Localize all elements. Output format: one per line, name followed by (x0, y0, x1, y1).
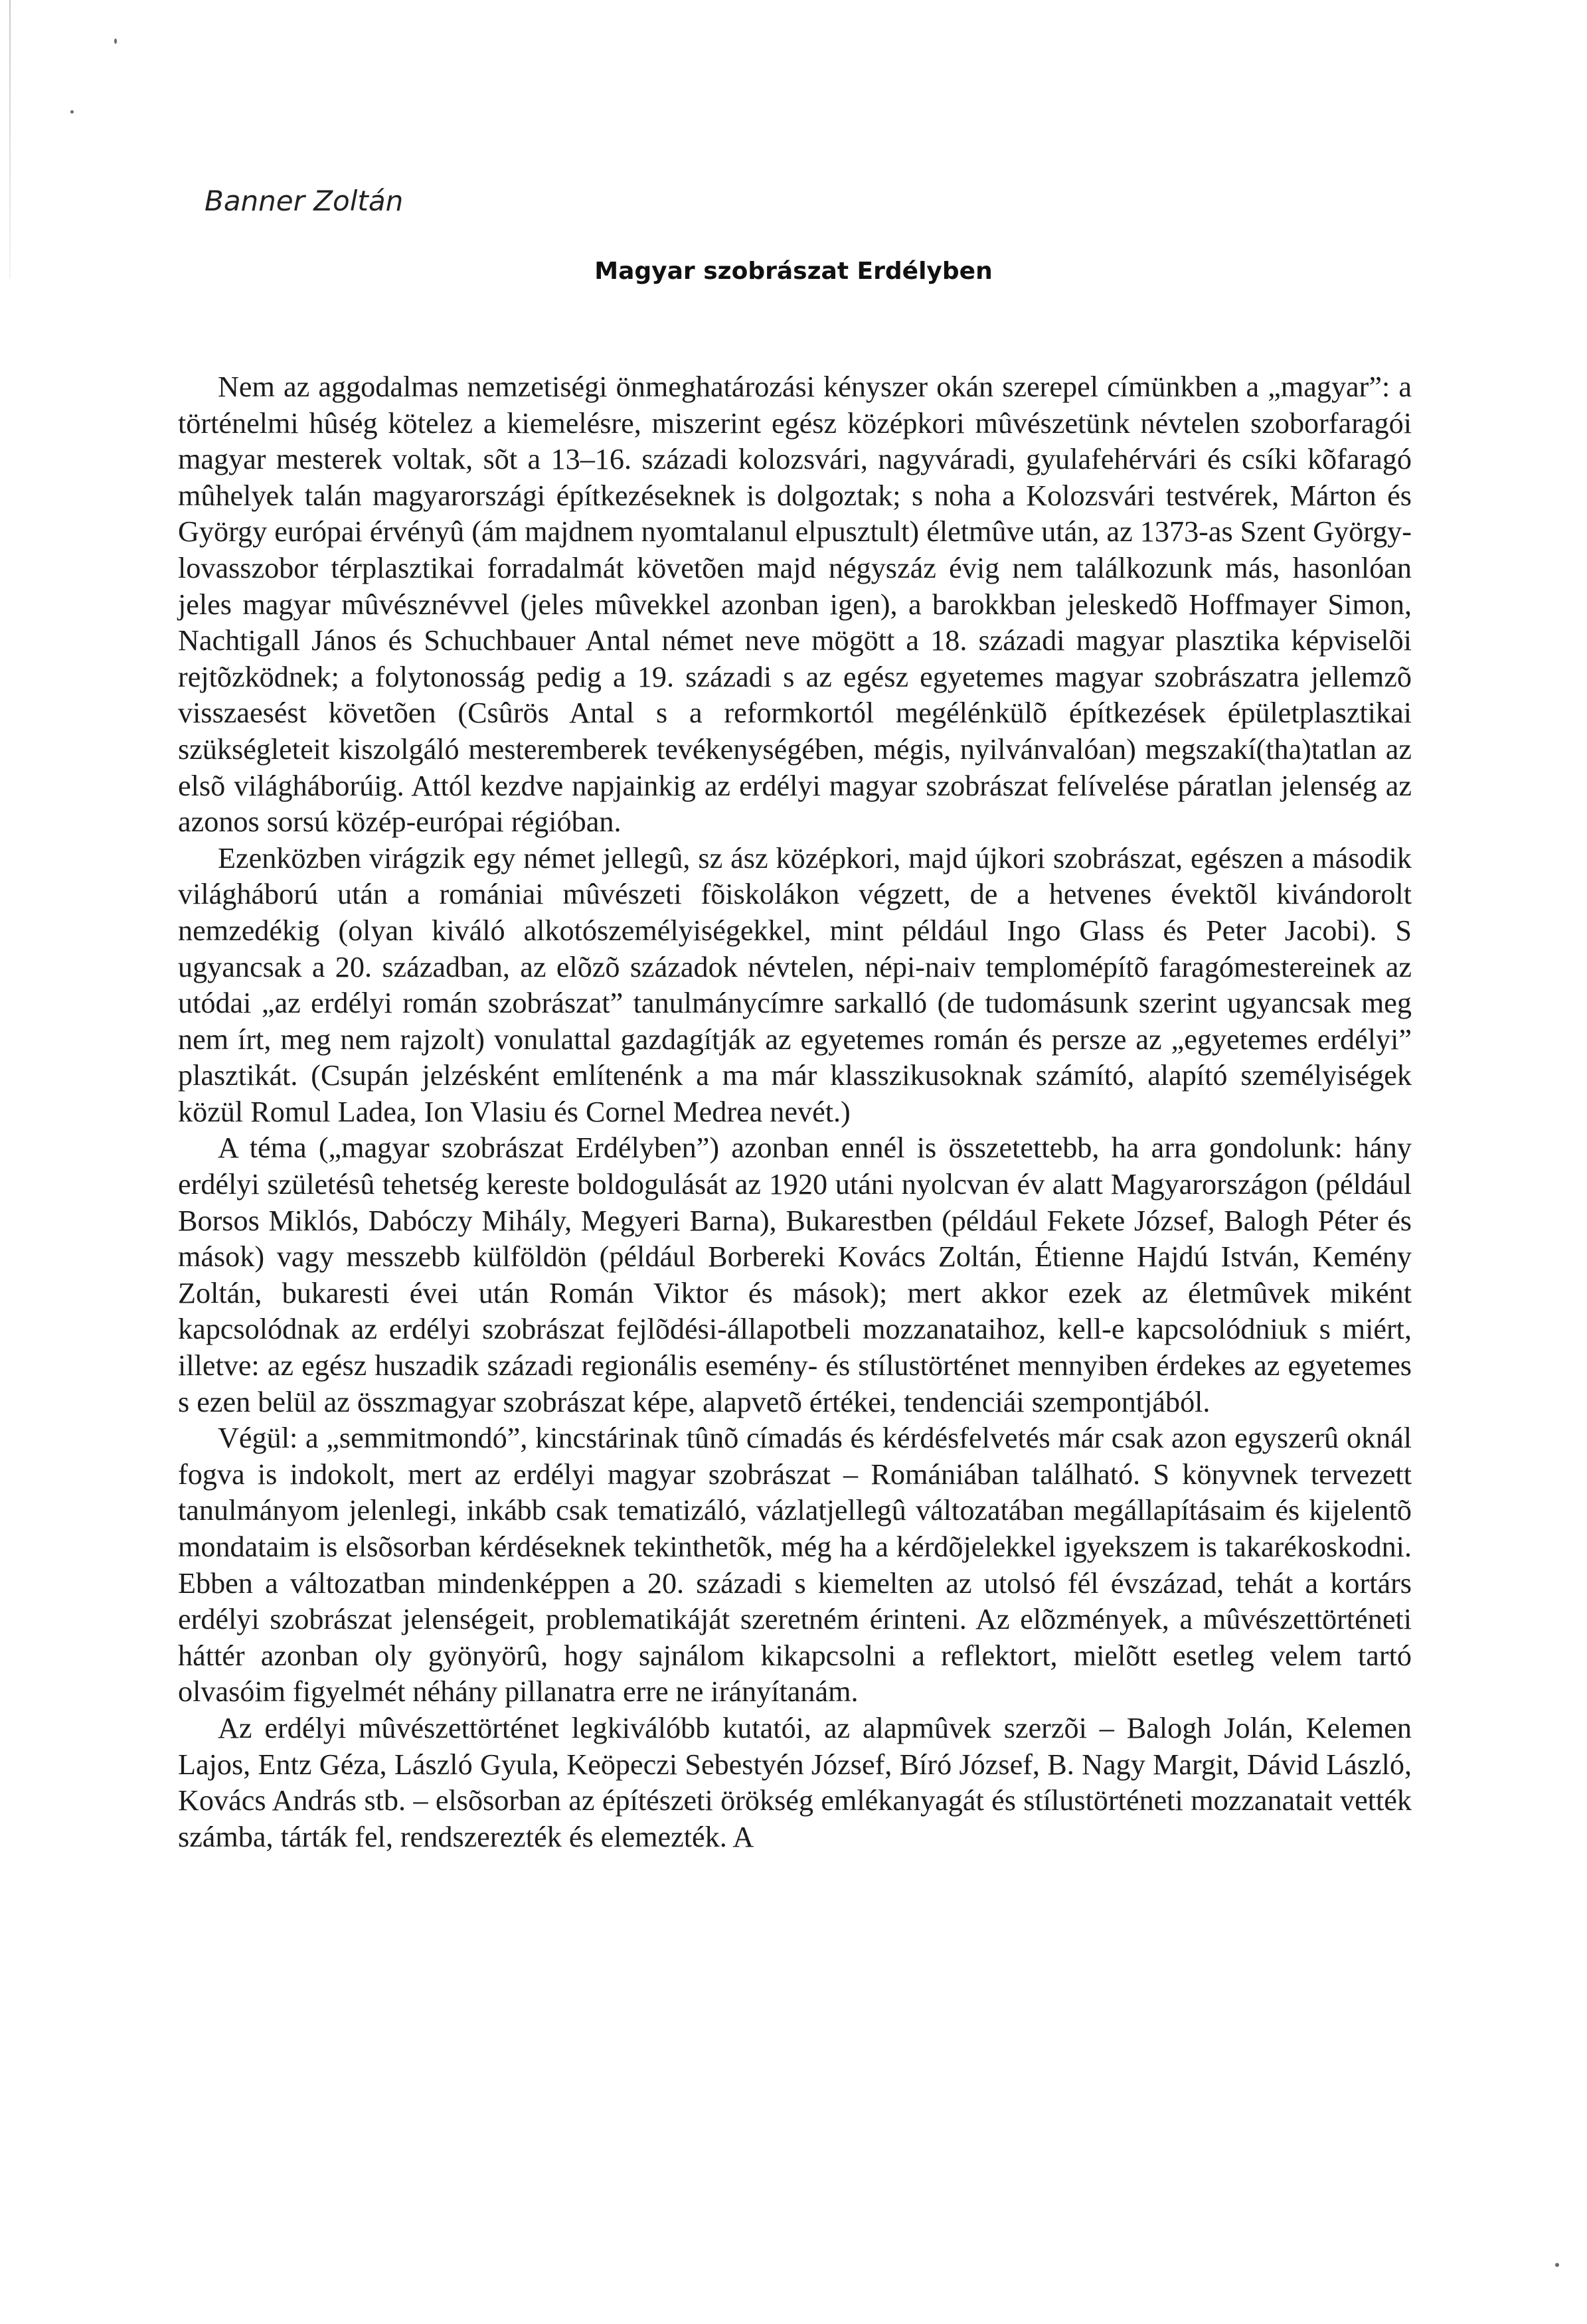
paragraph: Ezenközben virágzik egy német jellegû, sz ász középkori, majd újkori szobrászat, egészen a második világháború után a romániai mûvészeti fõiskolákon végzett, de a hetvenes évektõl kivándorolt nemzedékig (olyan kiváló alkotószemélyiségekkel, mint például Ingo Glass és Peter Jacobi). S ugyancsak a 20. században, az elõzõ századok névtelen, népi-naiv templomépítõ faragómestereinek az utódai „az erdélyi román szobrászat” tanulmánycímre sarkalló (de tudomásunk szerint ugyancsak meg nem írt, meg nem rajzolt) vonulattal gazdagítják az egyetemes román és persze az „egyetemes erdélyi” plasztikát. (Csupán jelzésként említenénk a ma már klasszikusoknak számító, alapító személyiségek közül Romul Ladea, Ion Vlasiu és Cornel Medrea nevét.) (178, 841, 1412, 1128)
document-body (178, 369, 1412, 1855)
paragraph: A téma („magyar szobrászat Erdélyben”) azonban ennél is összetettebb, ha arra gondolunk: hány erdélyi születésû tehetség kereste boldogulását az 1920 utáni nyolcvan év alatt Magyarországon (például Borsos Miklós, Dabóczy Mihály, Megyeri Barna), Bukarestben (például Fekete József, Balogh Péter és mások) vagy messzebb külföldön (például Borbereki Kovács Zoltán, Étienne Hajdú István, Kemény Zoltán, bukaresti évei után Román Viktor és mások); mert akkor ezek az életmûvek miként kapcsolódnak az erdélyi szobrászat fejlõdési-állapotbeli mozzanataihoz, kell-e kapcsolódniuk s miért, illetve: az egész huszadik századi regionális esemény- és stílustörténet mennyiben érdekes az egyetemes s ezen belül az összmagyar szobrászat képe, alapvetõ értékei, tendenciái szempontjából. (178, 1131, 1412, 1418)
document-title: Magyar szobrászat Erdélyben (594, 258, 993, 285)
scan-speck (70, 110, 74, 114)
page-edge-shadow (9, 0, 11, 279)
paragraph: Nem az aggodalmas nemzetiségi önmeghatározási kényszer okán szerepel címünkben a „magyar”: a történelmi hûség kötelez a kiemelésre, miszerint egész középkori mûvészetünk névtelen szoborfaragói magyar mesterek voltak, sõt a 13–16. századi kolozsvári, nagyváradi, gyulafehérvári és csíki kõfaragó mûhelyek talán magyarországi építkezéseknek is dolgoztak; s noha a Kolozsvári testvérek, Márton és György európai érvényû (ám majdnem nyomtalanul elpusztult) életmûve után, az 1373-as Szent György-lovasszobor térplasztikai forradalmát követõen majd négyszáz évig nem találkozunk más, hasonlóan jeles magyar mûvésznévvel (jeles mûvekkel azonban igen), a barokkban jeleskedõ Hoffmayer Simon, Nachtigall János és Schuchbauer Antal német neve mögött a 18. századi magyar plasztika képviselõi rejtõzködnek; a folytonosság pedig a 19. századi s az egész egyetemes magyar szobrászatra jellemzõ visszaesést követõen (Csûrös Antal s a reformkortól megélénkülõ építkezések épületplasztikai szükségleteit kiszolgáló mesteremberek tevékenységében, mégis, nyilvánvalóan) megszakí(tha)tatlan az elsõ világháborúig. Attól kezdve napjainkig az erdélyi magyar szobrászat felívelése páratlan jelenség az azonos sorsú közép-európai régióban. (178, 371, 1412, 839)
paragraph: Az erdélyi mûvészettörténet legkiválóbb kutatói, az alapmûvek szerzõi – Balogh Jolán, Kelemen Lajos, Entz Géza, László Gyula, Keöpeczi Sebestyén József, Bíró József, B. Nagy Margit, Dávid László, Kovács András stb. – elsõsorban az építészeti örökség emlékanyagát és stílustörténeti mozzanatait vették számba, tárták fel, rendszerezték és elemezték. A (178, 1711, 1412, 1853)
paragraph: Végül: a „semmitmondó”, kincstárinak tûnõ címadás és kérdésfelvetés már csak azon egyszerû oknál fogva is indokolt, mert az erdélyi magyar szobrászat – Romániában található. S könyvnek tervezett tanulmányom jelenlegi, inkább csak tematizáló, vázlatjellegû változatában megállapításaim és kijelentõ mondataim is elsõsorban kérdéseknek tekinthetõk, még ha a kérdõjelekkel igyekszem is takarékoskodni. Ebben a változatban mindenképpen a 20. századi s kiemelten az utolsó fél évszázad, tehát a kortárs erdélyi szobrászat jelenségeit, problematikáját szeretném érinteni. Az elõzmények, a mûvészettörténeti háttér azonban oly gyönyörû, hogy sajnálom kikapcsolni a reflektort, mielõtt esetleg velem tartó olvasóim figyelmét néhány pillanatra erre ne irányítanám. (178, 1422, 1412, 1708)
scan-speck (114, 39, 117, 44)
scan-speck (1555, 2263, 1559, 2267)
author-name: Banner Zoltán (205, 185, 404, 217)
